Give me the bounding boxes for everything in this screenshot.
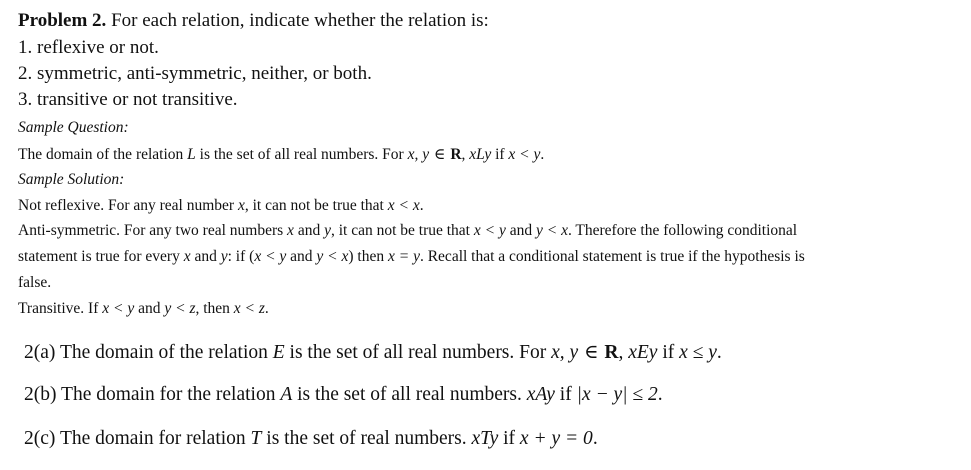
part-2c bbox=[24, 428, 598, 450]
part-2b-rel: xAy bbox=[526, 384, 555, 405]
part-2a-reals: R bbox=[604, 342, 619, 363]
criterion-transitive: 3. transitive or not transitive. bbox=[18, 89, 238, 110]
sol-tr-and: and bbox=[134, 300, 165, 317]
part-2c-text-a: The domain for relation bbox=[59, 428, 251, 449]
part-2a-rel: xEy bbox=[628, 342, 658, 363]
sq-rel: xLy bbox=[469, 146, 492, 163]
sol-as2-c1: x < y bbox=[254, 248, 287, 265]
part-2b-text-a: The domain for the relation bbox=[61, 384, 281, 405]
part-2a-var: E bbox=[272, 342, 285, 363]
sol-tr-text-b: , then bbox=[195, 300, 234, 317]
part-2c-rel: xTy bbox=[471, 428, 499, 449]
part-2b-cond: |x − y| ≤ 2 bbox=[576, 384, 658, 405]
sol-as1-c1: x < y bbox=[473, 222, 506, 239]
sol-tr-c2: y < z bbox=[164, 300, 196, 317]
sol-as2-and: and bbox=[190, 248, 221, 265]
part-2b-period: . bbox=[657, 384, 663, 405]
sol-tr-period: . bbox=[264, 300, 269, 317]
part-2a-elem: ∈ bbox=[584, 342, 599, 363]
solution-antisym-line2 bbox=[18, 248, 805, 266]
sol-as2-text-d: . Recall that a conditional statement is true if the hypothesis is bbox=[419, 248, 805, 265]
sol-as2-c2: y < x bbox=[316, 248, 349, 265]
part-2c-period: . bbox=[592, 428, 598, 449]
sol-as2-text-a: statement is true for every bbox=[18, 248, 184, 265]
part-2c-text-b: is the set of real numbers. bbox=[261, 428, 472, 449]
sol-as2-y: y bbox=[220, 248, 228, 265]
problem-heading bbox=[18, 10, 489, 32]
sol-as1-and2: and bbox=[505, 222, 536, 239]
sol-tr-text-a: Transitive. If bbox=[18, 300, 103, 317]
part-2a bbox=[24, 340, 722, 364]
problem-heading-text: For each relation, indicate whether the relation is: bbox=[111, 10, 489, 31]
part-2a-cond: x ≤ y bbox=[679, 342, 717, 363]
sol-as1-text-c: . Therefore the following conditional bbox=[567, 222, 798, 239]
sol-tr-c3: x < z bbox=[233, 300, 265, 317]
part-2b-if: if bbox=[554, 384, 577, 405]
criterion-symmetric: 2. symmetric, anti-symmetric, neither, or both. bbox=[18, 63, 372, 84]
part-2a-if: if bbox=[657, 342, 680, 363]
part-2c-cond: x + y = 0 bbox=[519, 428, 593, 449]
sol-ref-cond: x < x bbox=[387, 197, 420, 214]
sq-elem: ∈ bbox=[433, 146, 446, 163]
part-2a-period: . bbox=[716, 342, 722, 363]
part-2b bbox=[24, 384, 663, 406]
part-2a-comma: , bbox=[618, 342, 624, 363]
solution-transitive bbox=[18, 300, 269, 318]
sol-as2-text-c: ) then bbox=[348, 248, 388, 265]
part-2c-label: 2(c) bbox=[24, 428, 56, 449]
sample-question-text bbox=[18, 145, 544, 164]
sample-question-title: Sample Question: bbox=[18, 119, 129, 136]
part-2b-var: A bbox=[280, 384, 293, 405]
solution-antisym-line3: false. bbox=[18, 274, 52, 291]
problem-label: Problem 2. bbox=[18, 10, 107, 31]
sq-text-a: The domain of the relation bbox=[18, 146, 188, 163]
part-2b-label: 2(b) bbox=[24, 384, 57, 405]
part-2a-label: 2(a) bbox=[24, 342, 56, 363]
sq-comma: , bbox=[461, 146, 466, 163]
part-2a-text-a: The domain of the relation bbox=[59, 342, 273, 363]
part-2a-vars: x, y bbox=[551, 342, 579, 363]
sol-as2-x: x bbox=[183, 248, 191, 265]
sq-if: if bbox=[491, 146, 509, 163]
sol-as1-text-a: Anti-symmetric. For any two real numbers bbox=[18, 222, 288, 239]
sq-period: . bbox=[540, 146, 545, 163]
sol-as2-c3: x = y bbox=[388, 248, 420, 265]
sol-as1-c2: y < x bbox=[535, 222, 568, 239]
sq-cond: x < y bbox=[508, 146, 541, 163]
sol-ref-x: x bbox=[237, 197, 245, 214]
part-2b-text-b: is the set of all real numbers. bbox=[292, 384, 527, 405]
sol-as1-text-b: , it can not be true that bbox=[330, 222, 474, 239]
sol-ref-period: . bbox=[419, 197, 424, 214]
sample-solution-title: Sample Solution: bbox=[18, 171, 125, 188]
sol-as2-text-b: : if ( bbox=[227, 248, 255, 265]
sol-tr-c1: x < y bbox=[102, 300, 135, 317]
part-2c-var: T bbox=[250, 428, 262, 449]
sq-math-vars: x, y bbox=[407, 146, 430, 163]
solution-reflexive bbox=[18, 197, 424, 215]
sq-var-l: L bbox=[187, 146, 196, 163]
sol-as1-and: and bbox=[293, 222, 325, 239]
sol-ref-text-a: Not reflexive. For any real number bbox=[18, 197, 238, 214]
sol-ref-text-b: , it can not be true that bbox=[244, 197, 388, 214]
sq-reals: R bbox=[450, 146, 462, 163]
solution-antisym-line1 bbox=[18, 222, 797, 240]
part-2c-if: if bbox=[498, 428, 520, 449]
sq-text-b: is the set of all real numbers. For bbox=[195, 146, 408, 163]
part-2a-text-b: is the set of all real numbers. For bbox=[284, 342, 552, 363]
sol-as1-y: y bbox=[324, 222, 331, 239]
sol-as1-x: x bbox=[287, 222, 294, 239]
criterion-reflexive: 1. reflexive or not. bbox=[18, 37, 159, 58]
sol-as2-and2: and bbox=[286, 248, 317, 265]
